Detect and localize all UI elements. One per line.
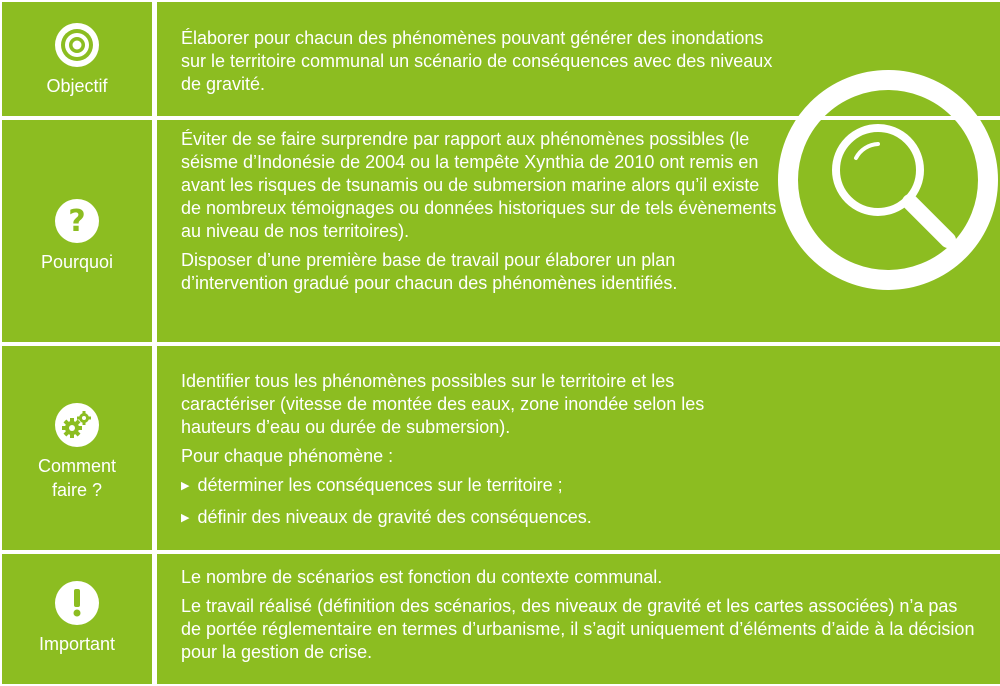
question-icon <box>54 198 100 244</box>
content-cell <box>157 554 1000 684</box>
magnifier-icon <box>778 70 998 290</box>
exclamation-icon <box>54 580 100 626</box>
paragraph: Élaborer pour chacun des phénomènes pouvant générer des inondations sur le territoire communal un scénario de conséquences avec des niveaux de gravité. <box>181 28 773 94</box>
bullet-item: ▶ définir des niveaux de gravité des conséquences. <box>181 506 761 532</box>
row-label: Pourquoi <box>40 252 114 272</box>
content-cell <box>157 346 1000 550</box>
paragraph: Identifier tous les phénomènes possibles sur le territoire et les caractériser (vitesse de montée des eaux, zone inondée selon les hauteurs d’eau ou durée de submersion). <box>181 371 705 437</box>
row-important <box>0 554 1000 684</box>
paragraph: Éviter de se faire surprendre par rapport aux phénomènes possibles (le séisme d’Indonésie de 2004 ou la tempête Xynthia de 2010 ont remis en avant les risques de tsunamis ou de submersion marine alors qu’il existe de nombreux témoignages ou données historiques sur de tels évènements au niveau de nos territoires). <box>181 129 777 241</box>
row-label <box>38 454 116 502</box>
label-cell <box>2 2 152 116</box>
label-cell <box>2 120 152 342</box>
paragraph: Le nombre de scénarios est fonction du contexte communal. <box>181 567 663 587</box>
paragraph: Disposer d’une première base de travail pour élaborer un plan d’intervention gradué pour chacun des phénomènes identifiés. <box>181 250 678 293</box>
paragraph: Pour chaque phénomène : <box>181 446 394 466</box>
label-line: faire ? <box>51 480 103 500</box>
row-comment-faire <box>0 346 1000 550</box>
label-cell <box>2 554 152 684</box>
svg-text:?: ? <box>68 204 86 239</box>
bullet-item: ▶ déterminer les conséquences sur le territoire ; <box>181 474 761 500</box>
label-cell <box>2 346 152 550</box>
row-label: Important <box>38 634 116 654</box>
row-label: Objectif <box>46 76 108 96</box>
paragraph: Le travail réalisé (définition des scénarios, des niveaux de gravité et les cartes associées) n’a pas de portée réglementaire en termes d’urbanisme, il s’agit uniquement d’éléments d’aide à la décision pour la gestion de crise. <box>181 596 975 662</box>
target-icon <box>54 22 100 68</box>
label-line: Comment <box>37 456 117 476</box>
gears-icon <box>54 402 100 448</box>
